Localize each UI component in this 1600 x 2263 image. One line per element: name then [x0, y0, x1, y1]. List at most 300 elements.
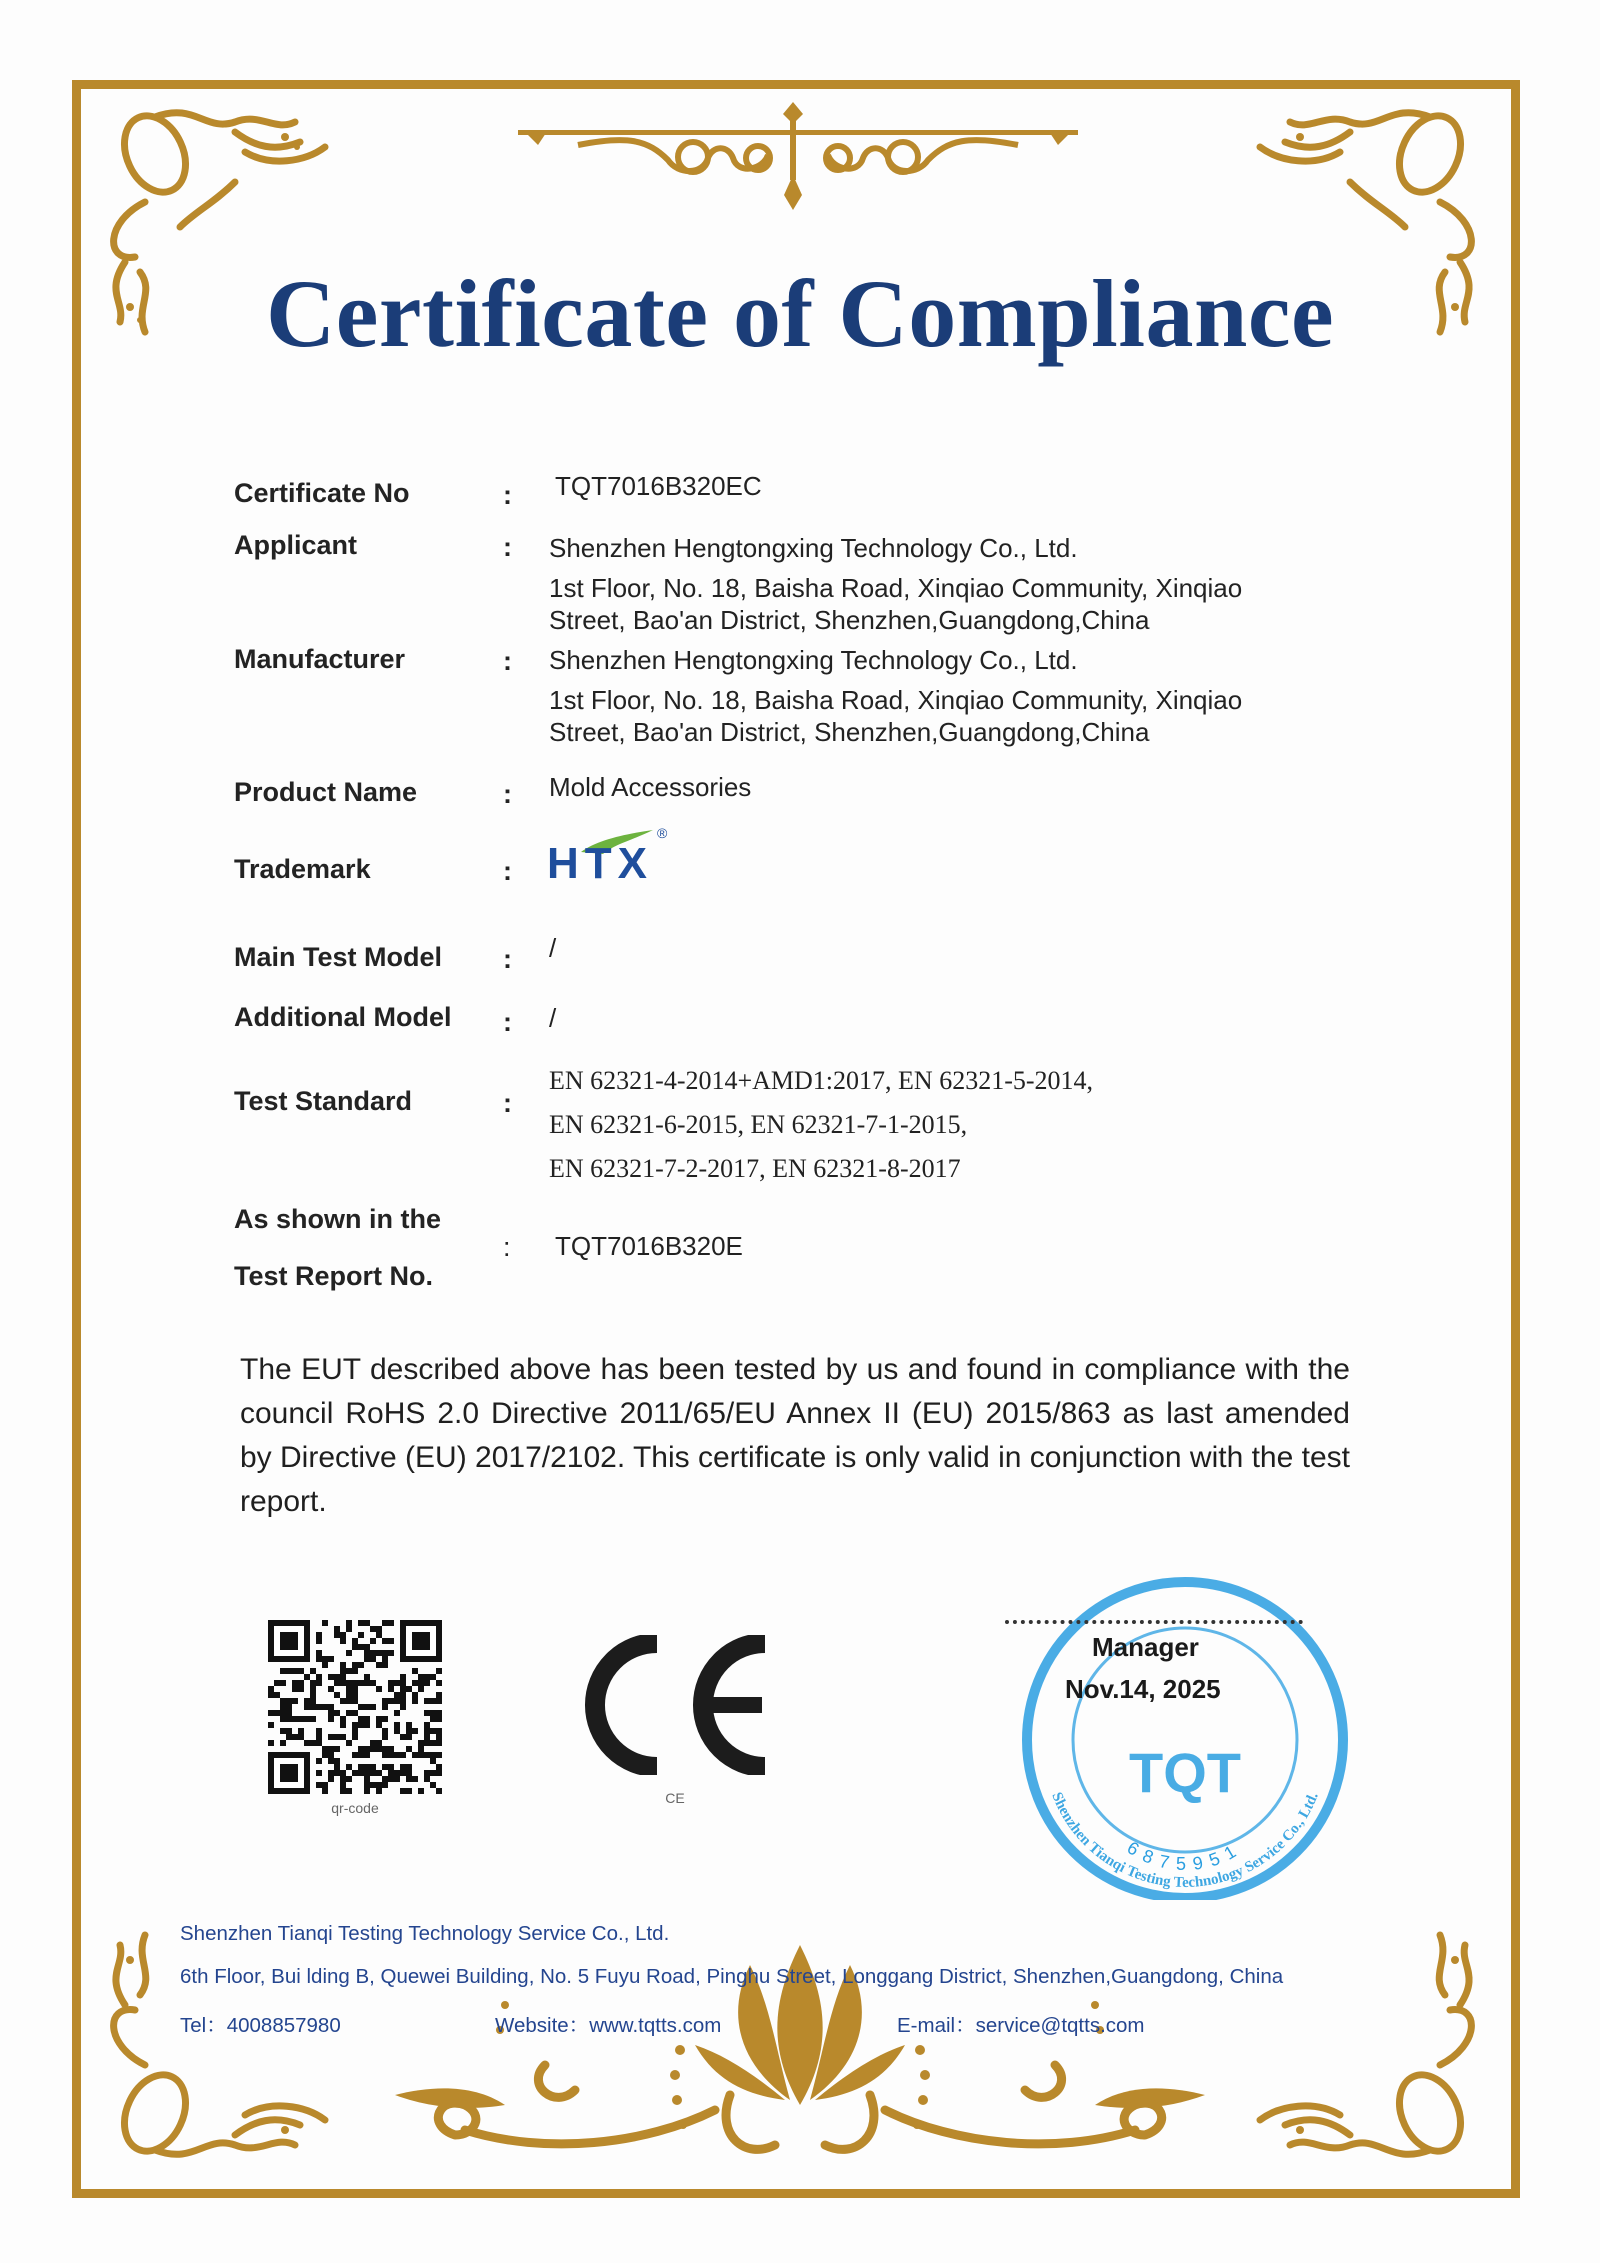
signature-role: Manager: [1092, 1632, 1199, 1662]
qr-module: [340, 1662, 346, 1668]
qr-module: [334, 1674, 340, 1680]
qr-module: [400, 1752, 406, 1758]
qr-module: [280, 1680, 286, 1686]
manufacturer-name: Shenzhen Hengtongxing Technology Co., Ltd.: [549, 645, 1078, 675]
qr-module: [316, 1734, 322, 1740]
tel-label: Tel：: [180, 2014, 227, 2037]
qr-module: [316, 1770, 322, 1776]
qr-module: [358, 1680, 364, 1686]
qr-module: [394, 1728, 400, 1734]
stamp-number: 6875951: [1123, 1837, 1247, 1874]
qr-module: [328, 1704, 334, 1710]
qr-module: [400, 1674, 406, 1680]
qr-module: [400, 1704, 406, 1710]
qr-module: [352, 1692, 358, 1698]
qr-module: [346, 1650, 352, 1656]
qr-module: [340, 1680, 346, 1686]
qr-module: [364, 1746, 370, 1752]
qr-module: [298, 1668, 304, 1674]
qr-module: [388, 1638, 394, 1644]
signature-date: Nov.14, 2025: [1065, 1674, 1221, 1704]
qr-module: [418, 1740, 424, 1746]
additional-model-colon: :: [503, 1007, 512, 1037]
qr-module: [328, 1770, 334, 1776]
qr-module: [280, 1716, 286, 1722]
email-link[interactable]: service@tqtts.com: [975, 2014, 1145, 2037]
qr-module: [268, 1722, 274, 1728]
qr-module: [436, 1734, 442, 1740]
qr-module: [364, 1680, 370, 1686]
qr-module: [352, 1710, 358, 1716]
qr-module: [304, 1704, 310, 1710]
qr-module: [322, 1620, 328, 1626]
qr-module: [316, 1680, 322, 1686]
qr-module: [400, 1770, 406, 1776]
qr-module: [286, 1668, 292, 1674]
qr-module: [346, 1776, 352, 1782]
qr-module: [364, 1764, 370, 1770]
certificate-no-colon: :: [503, 480, 512, 510]
qr-module: [274, 1710, 280, 1716]
qr-module: [382, 1746, 388, 1752]
qr-module: [436, 1692, 442, 1698]
product-name-value: Mold Accessories: [549, 772, 752, 802]
qr-module: [382, 1662, 388, 1668]
qr-module: [430, 1698, 436, 1704]
qr-module: [376, 1788, 382, 1794]
qr-module: [430, 1782, 436, 1788]
qr-module: [436, 1788, 442, 1794]
qr-module: [394, 1710, 400, 1716]
qr-module: [418, 1752, 424, 1758]
website-link[interactable]: www.tqtts.com: [589, 2014, 722, 2037]
qr-module: [406, 1722, 412, 1728]
qr-module: [268, 1692, 274, 1698]
qr-module: [358, 1722, 364, 1728]
qr-module: [340, 1782, 346, 1788]
signature-dotted-line: [1005, 1620, 1303, 1624]
htx-trademark-logo: [545, 826, 685, 906]
qr-module: [376, 1626, 382, 1632]
qr-module: [328, 1734, 334, 1740]
qr-module: [286, 1728, 292, 1734]
qr-module: [322, 1788, 328, 1794]
qr-module: [406, 1746, 412, 1752]
qr-module: [418, 1788, 424, 1794]
qr-module: [298, 1728, 304, 1734]
qr-module: [382, 1728, 388, 1734]
qr-module: [316, 1728, 322, 1734]
qr-module: [364, 1656, 370, 1662]
qr-module: [382, 1782, 388, 1788]
test-report-label-line2: Test Report No.: [234, 1261, 434, 1291]
qr-module: [376, 1782, 382, 1788]
qr-module: [376, 1686, 382, 1692]
qr-module: [322, 1704, 328, 1710]
qr-module: [322, 1662, 328, 1668]
qr-module: [340, 1776, 346, 1782]
qr-module: [268, 1710, 274, 1716]
qr-module: [316, 1758, 322, 1764]
qr-module: [346, 1764, 352, 1770]
qr-module: [394, 1752, 400, 1758]
main-test-model-colon: :: [503, 944, 512, 974]
qr-module: [274, 1692, 280, 1698]
website-label: Website：: [495, 2014, 590, 2037]
qr-module: [316, 1782, 322, 1788]
qr-module: [340, 1770, 346, 1776]
qr-module: [358, 1764, 364, 1770]
qr-module: [406, 1770, 412, 1776]
qr-module: [436, 1680, 442, 1686]
qr-module: [400, 1692, 406, 1698]
test-standard-line1: EN 62321-4-2014+AMD1:2017, EN 62321-5-2014,: [549, 1066, 1094, 1095]
qr-module: [364, 1722, 370, 1728]
test-standard-colon: :: [503, 1088, 512, 1118]
qr-module: [388, 1680, 394, 1686]
qr-module: [316, 1638, 322, 1644]
qr-module: [424, 1722, 430, 1728]
qr-module: [358, 1620, 364, 1626]
qr-module: [268, 1740, 274, 1746]
test-report-value: TQT7016B320E: [555, 1231, 743, 1261]
stamp-ring-text: Shenzhen Tianqi Testing Technology Service Co., Ltd.: [1048, 1790, 1322, 1891]
qr-module: [310, 1716, 316, 1722]
qr-module: [346, 1686, 352, 1692]
qr-module: [358, 1632, 364, 1638]
qr-module: [388, 1620, 394, 1626]
qr-module: [400, 1764, 406, 1770]
certificate-no-value: TQT7016B320EC: [555, 471, 762, 501]
qr-module: [322, 1656, 328, 1662]
qr-module: [430, 1728, 436, 1734]
certificate-title: Certificate of Compliance: [265, 260, 1335, 367]
qr-module: [346, 1680, 352, 1686]
qr-module: [298, 1716, 304, 1722]
qr-module: [406, 1764, 412, 1770]
qr-module: [334, 1734, 340, 1740]
top-center-ornament-icon: [518, 100, 1078, 210]
qr-module: [424, 1770, 430, 1776]
qr-module: [280, 1740, 286, 1746]
main-test-model-value: /: [549, 933, 557, 963]
qr-module: [370, 1638, 376, 1644]
stamp-center-text: TQT: [1129, 1741, 1241, 1804]
qr-module: [352, 1668, 358, 1674]
qr-module: [382, 1764, 388, 1770]
qr-module: [424, 1740, 430, 1746]
qr-module: [406, 1776, 412, 1782]
qr-module: [358, 1770, 364, 1776]
qr-module: [376, 1650, 382, 1656]
qr-module: [358, 1644, 364, 1650]
qr-module: [292, 1734, 298, 1740]
qr-module: [304, 1740, 310, 1746]
test-standard-line2: EN 62321-6-2015, EN 62321-7-1-2015,: [549, 1110, 968, 1139]
qr-module: [388, 1650, 394, 1656]
ce-mark-icon: [575, 1635, 775, 1775]
manufacturer-colon: :: [503, 646, 512, 676]
qr-module: [346, 1740, 352, 1746]
qr-module: [388, 1698, 394, 1704]
qr-module: [340, 1698, 346, 1704]
qr-module: [304, 1716, 310, 1722]
qr-module: [346, 1626, 352, 1632]
qr-module: [376, 1632, 382, 1638]
qr-module: [292, 1686, 298, 1692]
qr-module: [376, 1746, 382, 1752]
qr-module: [334, 1626, 340, 1632]
qr-module: [334, 1764, 340, 1770]
qr-module: [310, 1692, 316, 1698]
qr-module: [412, 1698, 418, 1704]
qr-module: [418, 1680, 424, 1686]
qr-code-icon[interactable]: [268, 1620, 442, 1794]
qr-module: [364, 1674, 370, 1680]
qr-module: [424, 1680, 430, 1686]
qr-module: [352, 1680, 358, 1686]
qr-module: [382, 1698, 388, 1704]
qr-module: [370, 1650, 376, 1656]
qr-module: [394, 1698, 400, 1704]
qr-module: [436, 1728, 442, 1734]
qr-module: [286, 1704, 292, 1710]
qr-module: [328, 1674, 334, 1680]
qr-module: [418, 1746, 424, 1752]
trademark-colon: :: [503, 856, 512, 886]
qr-module: [352, 1770, 358, 1776]
issuer-tel: [180, 2008, 341, 2038]
qr-module: [364, 1770, 370, 1776]
qr-module: [388, 1770, 394, 1776]
qr-module: [424, 1776, 430, 1782]
qr-module: [370, 1770, 376, 1776]
test-report-label-line1: As shown in the: [234, 1204, 442, 1234]
certificate-no-label: Certificate No: [234, 478, 410, 508]
qr-module: [412, 1668, 418, 1674]
qr-module: [334, 1632, 340, 1638]
qr-module: [340, 1674, 346, 1680]
qr-module: [436, 1770, 442, 1776]
qr-module: [268, 1686, 274, 1692]
qr-module: [334, 1758, 340, 1764]
qr-module: [388, 1764, 394, 1770]
qr-module: [418, 1686, 424, 1692]
qr-module: [340, 1638, 346, 1644]
qr-module: [364, 1788, 370, 1794]
qr-module: [406, 1734, 412, 1740]
qr-module: [370, 1740, 376, 1746]
qr-module: [376, 1662, 382, 1668]
qr-module: [310, 1704, 316, 1710]
qr-module: [424, 1752, 430, 1758]
qr-finder-module: [280, 1764, 298, 1782]
tel-value: 4008857980: [226, 2014, 341, 2037]
qr-module: [400, 1698, 406, 1704]
applicant-colon: :: [503, 532, 512, 562]
qr-module: [364, 1716, 370, 1722]
qr-module: [328, 1752, 334, 1758]
qr-module: [406, 1728, 412, 1734]
manufacturer-address-line1: 1st Floor, No. 18, Baisha Road, Xinqiao Community, Xinqiao: [549, 685, 1243, 715]
qr-module: [412, 1728, 418, 1734]
qr-module: [352, 1698, 358, 1704]
qr-module: [376, 1740, 382, 1746]
qr-module: [424, 1728, 430, 1734]
qr-module: [388, 1686, 394, 1692]
ce-mark-label: CE: [665, 1790, 685, 1806]
qr-module: [388, 1752, 394, 1758]
qr-module: [328, 1716, 334, 1722]
qr-module: [430, 1674, 436, 1680]
qr-module: [436, 1752, 442, 1758]
qr-module: [400, 1686, 406, 1692]
qr-module: [328, 1686, 334, 1692]
qr-module: [274, 1680, 280, 1686]
qr-module: [334, 1692, 340, 1698]
qr-module: [310, 1698, 316, 1704]
qr-module: [394, 1722, 400, 1728]
qr-module: [310, 1668, 316, 1674]
qr-module: [394, 1680, 400, 1686]
qr-module: [436, 1764, 442, 1770]
qr-module: [382, 1716, 388, 1722]
qr-module: [358, 1662, 364, 1668]
qr-module: [430, 1710, 436, 1716]
qr-module: [346, 1668, 352, 1674]
qr-module: [340, 1716, 346, 1722]
qr-module: [382, 1734, 388, 1740]
qr-module: [412, 1752, 418, 1758]
qr-module: [328, 1710, 334, 1716]
qr-module: [364, 1644, 370, 1650]
product-name-colon: :: [503, 779, 512, 809]
qr-module: [436, 1710, 442, 1716]
qr-module: [382, 1638, 388, 1644]
qr-module: [394, 1776, 400, 1782]
test-standard-line3: EN 62321-7-2-2017, EN 62321-8-2017: [549, 1154, 961, 1183]
issuer-company: Shenzhen Tianqi Testing Technology Service Co., Ltd.: [180, 1922, 670, 1945]
qr-module: [394, 1692, 400, 1698]
applicant-name: Shenzhen Hengtongxing Technology Co., Ltd.: [549, 533, 1078, 563]
qr-module: [430, 1740, 436, 1746]
qr-module: [382, 1650, 388, 1656]
qr-module: [430, 1716, 436, 1722]
qr-module: [322, 1752, 328, 1758]
issuer-address: 6th Floor, Bui lding B, Quewei Building, No. 5 Fuyu Road, Pinghu Street, Longgang District, Shenzhen,Guangdong, China: [180, 1965, 1284, 1988]
qr-module: [430, 1758, 436, 1764]
applicant-label: Applicant: [234, 530, 358, 560]
qr-module: [316, 1704, 322, 1710]
main-test-model-label: Main Test Model: [234, 942, 443, 972]
qr-module: [316, 1632, 322, 1638]
qr-module: [358, 1716, 364, 1722]
qr-module: [358, 1704, 364, 1710]
applicant-address-line1: 1st Floor, No. 18, Baisha Road, Xinqiao Community, Xinqiao: [549, 573, 1243, 603]
qr-module: [298, 1734, 304, 1740]
corner-ornament-bottom-right-icon: [1230, 1905, 1500, 2175]
qr-module: [292, 1680, 298, 1686]
qr-module: [286, 1698, 292, 1704]
qr-module: [328, 1746, 334, 1752]
qr-module: [340, 1722, 346, 1728]
qr-module: [292, 1716, 298, 1722]
qr-module: [376, 1722, 382, 1728]
qr-module: [436, 1698, 442, 1704]
qr-module: [370, 1782, 376, 1788]
qr-module: [382, 1776, 388, 1782]
qr-module: [322, 1746, 328, 1752]
qr-module: [334, 1710, 340, 1716]
qr-module: [370, 1680, 376, 1686]
qr-module: [352, 1752, 358, 1758]
qr-module: [346, 1788, 352, 1794]
qr-module: [280, 1668, 286, 1674]
qr-module: [358, 1746, 364, 1752]
qr-module: [352, 1686, 358, 1692]
trademark-label: Trademark: [234, 854, 371, 884]
qr-module: [304, 1698, 310, 1704]
qr-module: [418, 1674, 424, 1680]
qr-module: [358, 1752, 364, 1758]
qr-module: [280, 1698, 286, 1704]
qr-module: [340, 1632, 346, 1638]
qr-module: [328, 1656, 334, 1662]
logo-text: HTX: [547, 839, 653, 888]
qr-module: [364, 1620, 370, 1626]
qr-module: [436, 1716, 442, 1722]
qr-module: [310, 1740, 316, 1746]
qr-module: [412, 1692, 418, 1698]
qr-finder-module: [280, 1632, 298, 1650]
qr-module: [346, 1698, 352, 1704]
qr-module: [280, 1704, 286, 1710]
qr-module: [370, 1704, 376, 1710]
qr-module: [424, 1734, 430, 1740]
qr-module: [286, 1734, 292, 1740]
qr-module: [328, 1776, 334, 1782]
qr-module: [424, 1698, 430, 1704]
qr-module: [364, 1782, 370, 1788]
qr-module: [382, 1620, 388, 1626]
additional-model-label: Additional Model: [234, 1002, 452, 1032]
qr-module: [310, 1680, 316, 1686]
qr-module: [430, 1770, 436, 1776]
manufacturer-address-line2: Street, Bao'an District, Shenzhen,Guangdong,China: [549, 717, 1150, 747]
qr-module: [316, 1650, 322, 1656]
qr-module: [352, 1638, 358, 1644]
qr-module: [388, 1776, 394, 1782]
qr-module: [370, 1626, 376, 1632]
qr-module: [364, 1776, 370, 1782]
qr-module: [352, 1722, 358, 1728]
qr-module: [340, 1734, 346, 1740]
qr-module: [382, 1704, 388, 1710]
qr-module: [316, 1674, 322, 1680]
qr-module: [286, 1710, 292, 1716]
additional-model-value: /: [549, 1003, 557, 1033]
manufacturer-label: Manufacturer: [234, 644, 406, 674]
qr-module: [376, 1770, 382, 1776]
compliance-statement: The EUT described above has been tested by us and found in compliance with the council RoHS 2.0 Directive 2011/65/EU Annex II (EU) 2015/863 as last amended by Directive (EU) 2017/2102. This certificate is only valid in conjunction with the test report.: [240, 1353, 1350, 1518]
qr-module: [334, 1680, 340, 1686]
qr-module: [430, 1752, 436, 1758]
email-label: E-mail：: [897, 2014, 976, 2037]
qr-module: [322, 1782, 328, 1788]
qr-module: [424, 1710, 430, 1716]
qr-module: [400, 1788, 406, 1794]
qr-module: [346, 1620, 352, 1626]
